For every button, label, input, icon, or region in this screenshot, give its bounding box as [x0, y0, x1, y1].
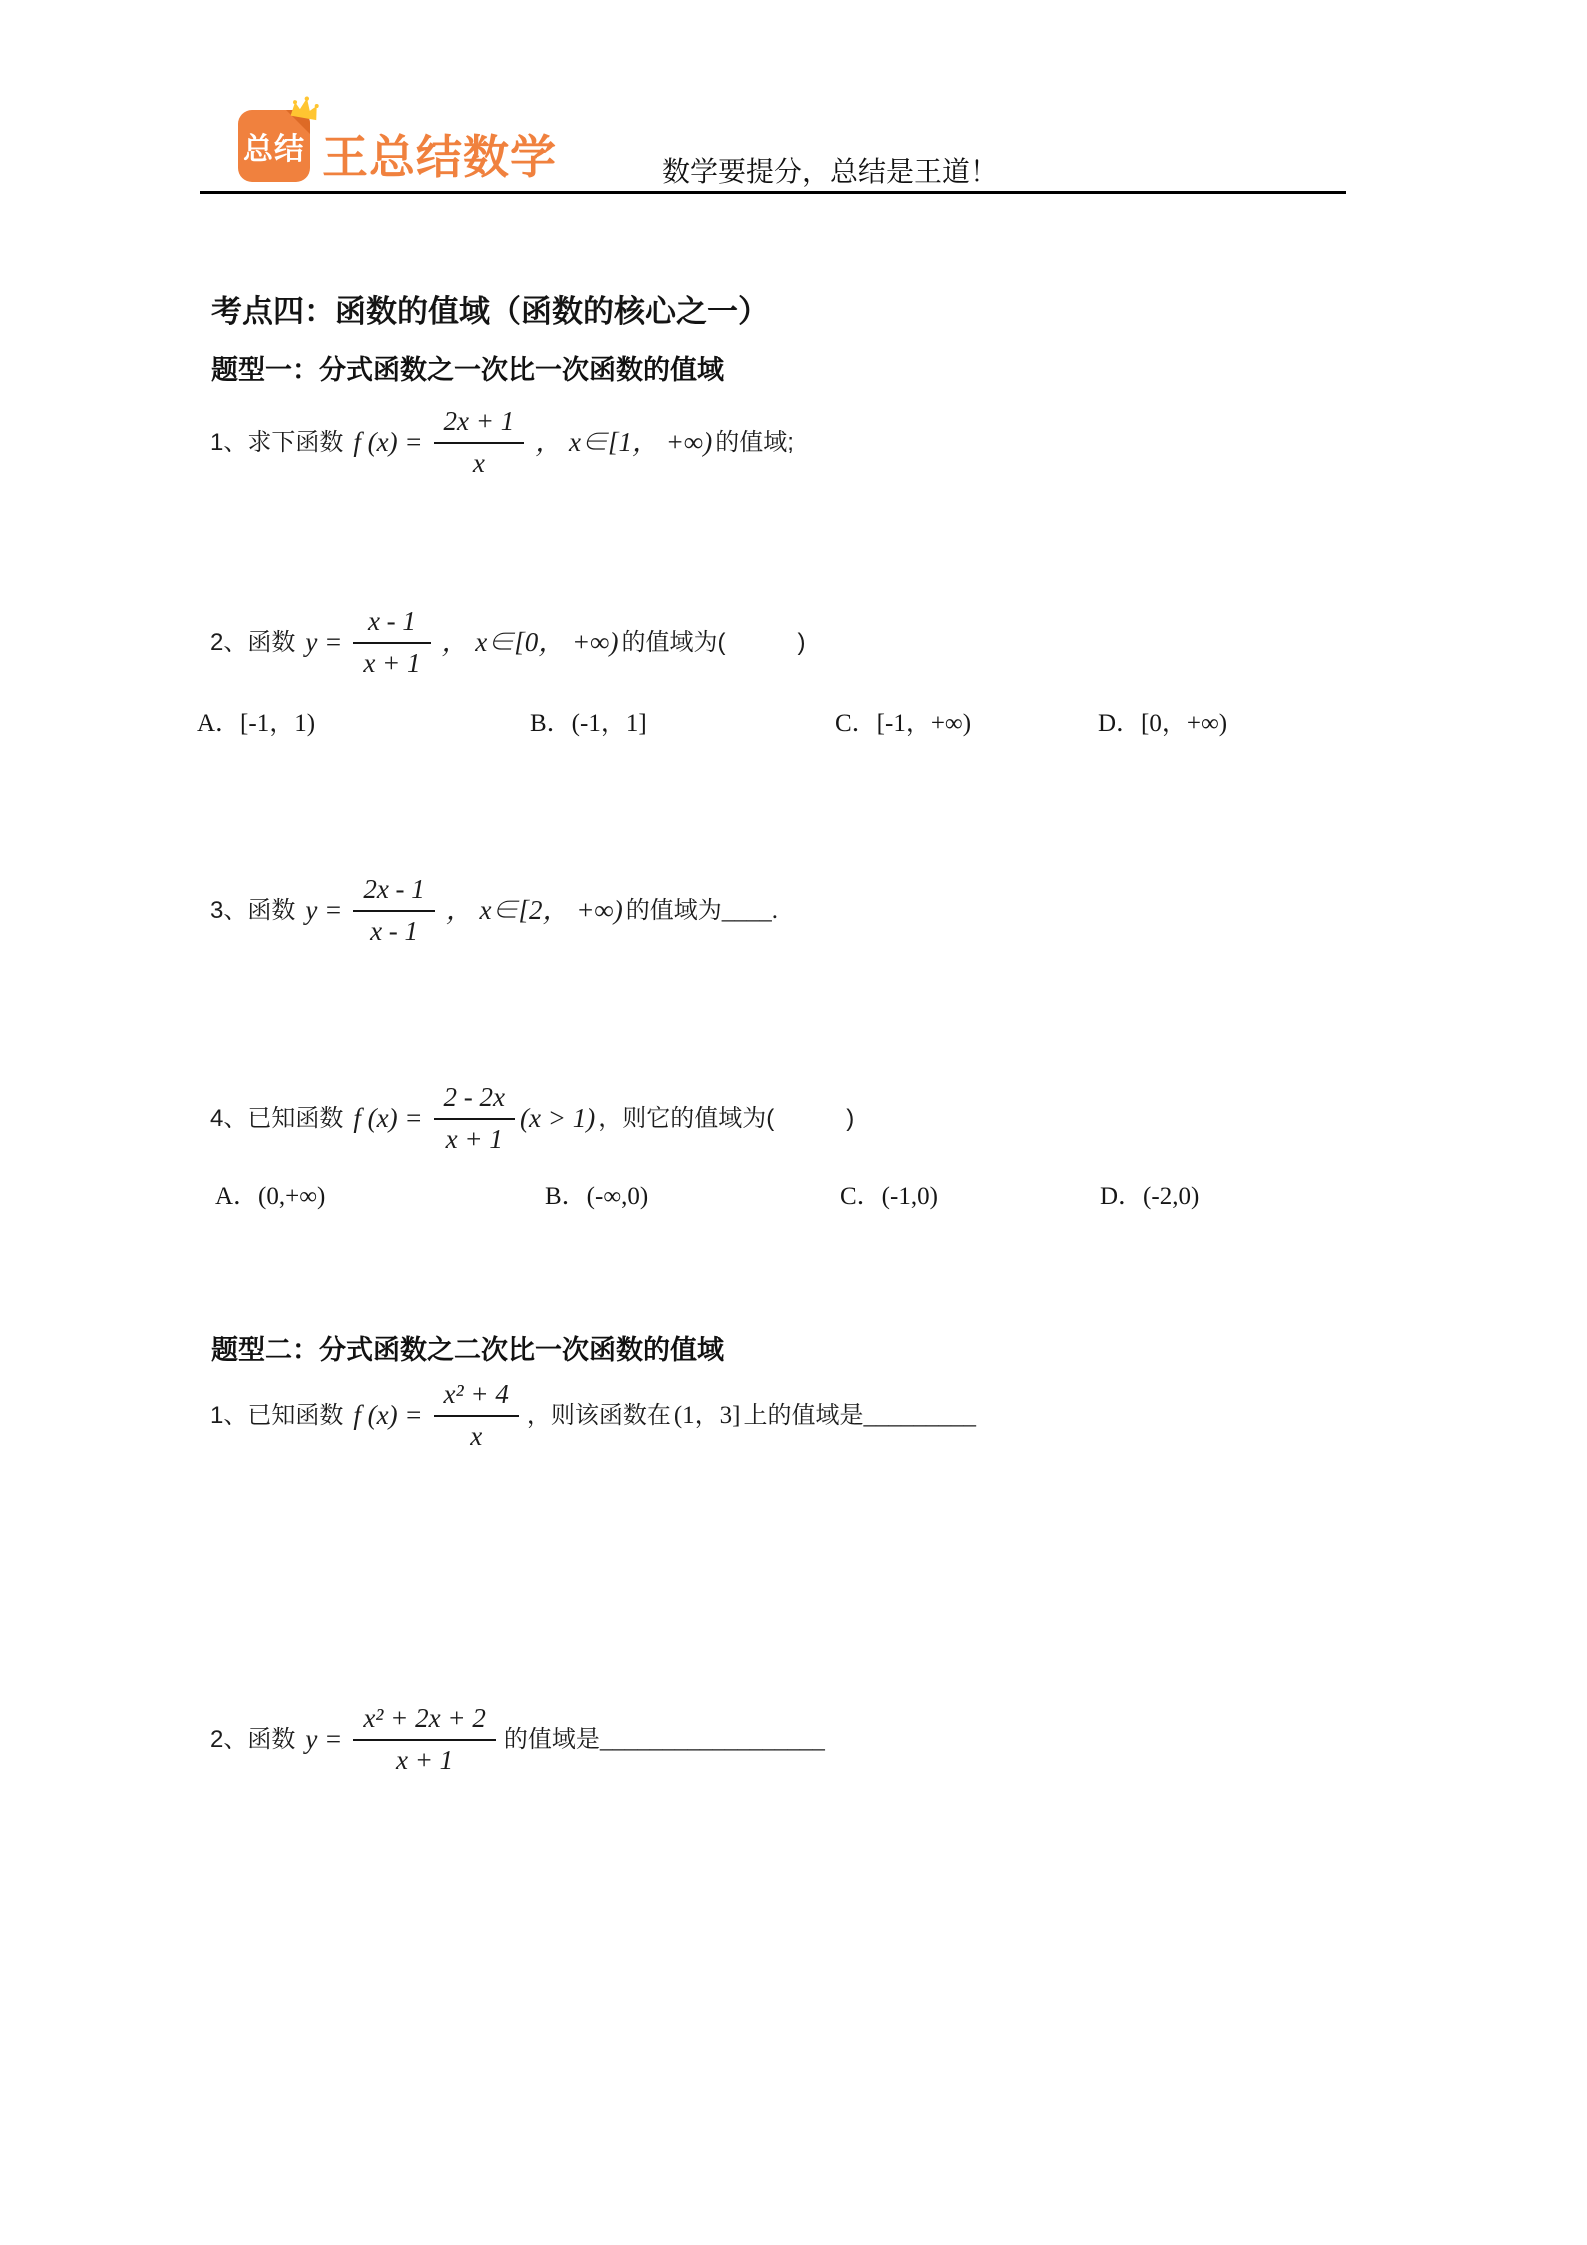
function-lhs: y =: [305, 1724, 343, 1755]
crown-icon: [286, 93, 324, 125]
fraction-numerator: 2x + 1: [434, 407, 525, 444]
question-mid-text: ，则该函数在: [526, 1402, 671, 1430]
function-lhs: y =: [305, 895, 343, 926]
topic1-question-3: [210, 869, 778, 953]
logo-badge-text: 总结: [243, 133, 305, 166]
answer-blank: _________: [863, 1401, 977, 1429]
option-c: C．(-1,0): [840, 1183, 938, 1210]
option-a: A．(0,+∞): [215, 1183, 326, 1210]
question-tail-text: 的值域为( ): [621, 629, 806, 657]
fraction: [434, 407, 525, 478]
fraction-numerator: 2x - 1: [353, 875, 434, 912]
brand-logo-icon: [238, 110, 310, 182]
fraction-numerator: 2 - 2x: [434, 1083, 515, 1120]
question-tail-text: 的值域;: [715, 429, 794, 457]
option-c: C．[-1，+∞): [835, 710, 972, 737]
function-lhs: f (x) =: [353, 427, 423, 458]
domain-text: ， x∈[0， +∞): [441, 627, 619, 658]
domain-text: ， x∈[1， +∞): [535, 427, 713, 458]
fraction: [353, 607, 430, 678]
topic2-question-2: [210, 1698, 825, 1782]
fraction-denominator: x: [470, 1421, 483, 1451]
fraction: [434, 1380, 519, 1451]
function-lhs: f (x) =: [353, 1400, 423, 1431]
topic1-question-4: [210, 1077, 854, 1161]
brand-title: 王总结数学: [322, 131, 557, 183]
fraction-numerator: x² + 2x + 2: [353, 1704, 496, 1741]
header-rule: [200, 191, 1346, 194]
option-a: A．[-1，1): [197, 710, 316, 737]
question-number-text: 4、已知函数: [210, 1105, 344, 1133]
topic2-question-1: [210, 1374, 976, 1458]
question-number-text: 2、函数: [210, 1726, 296, 1754]
function-lhs: y =: [305, 627, 343, 658]
answer-blank: ____.: [721, 896, 779, 924]
condition-text: (x > 1): [520, 1103, 596, 1134]
fraction-denominator: x + 1: [395, 1745, 454, 1775]
section-title: 考点四：函数的值域（函数的核心之一）: [211, 294, 769, 329]
topic1-question-2: [210, 601, 805, 685]
fraction-denominator: x - 1: [370, 916, 419, 946]
option-b: B．(-∞,0): [545, 1183, 649, 1210]
option-d: D．(-2,0): [1100, 1183, 1200, 1210]
question-number-text: 2、函数: [210, 629, 296, 657]
brand-slogan: 数学要提分，总结是王道！: [662, 157, 999, 188]
fraction-denominator: x + 1: [363, 648, 421, 678]
option-d: D．[0，+∞): [1098, 710, 1228, 737]
question-tail-text: 的值域为: [625, 897, 722, 925]
question-number-text: 3、函数: [210, 897, 296, 925]
fraction: [434, 1083, 515, 1154]
fraction: [353, 1704, 496, 1775]
question-tail-text: ，则它的值域为( ): [598, 1105, 855, 1133]
option-b: B．(-1，1]: [530, 710, 647, 737]
question-number-text: 1、求下函数: [210, 429, 344, 457]
topic2-title: 题型二：分式函数之二次比一次函数的值域: [211, 1335, 724, 1365]
topic1-question-1: [210, 401, 794, 485]
fraction-denominator: x: [472, 448, 485, 478]
interval-text: (1，3]: [673, 1401, 741, 1429]
domain-text: ， x∈[2， +∞): [445, 895, 623, 926]
fraction: [353, 875, 434, 946]
topic1-title: 题型一：分式函数之一次比一次函数的值域: [211, 355, 724, 385]
question-tail-text: 的值域是: [503, 1726, 600, 1754]
question-tail-text: 上的值域是: [743, 1402, 864, 1430]
function-lhs: f (x) =: [353, 1103, 423, 1134]
question-number-text: 1、已知函数: [210, 1402, 344, 1430]
topic1-question-2-options: [0, 703, 1587, 743]
fraction-numerator: x - 1: [353, 607, 430, 644]
answer-blank: __________________: [599, 1725, 825, 1753]
fraction-denominator: x + 1: [445, 1124, 503, 1154]
topic1-question-4-options: [0, 1176, 1587, 1216]
fraction-numerator: x² + 4: [434, 1380, 519, 1417]
